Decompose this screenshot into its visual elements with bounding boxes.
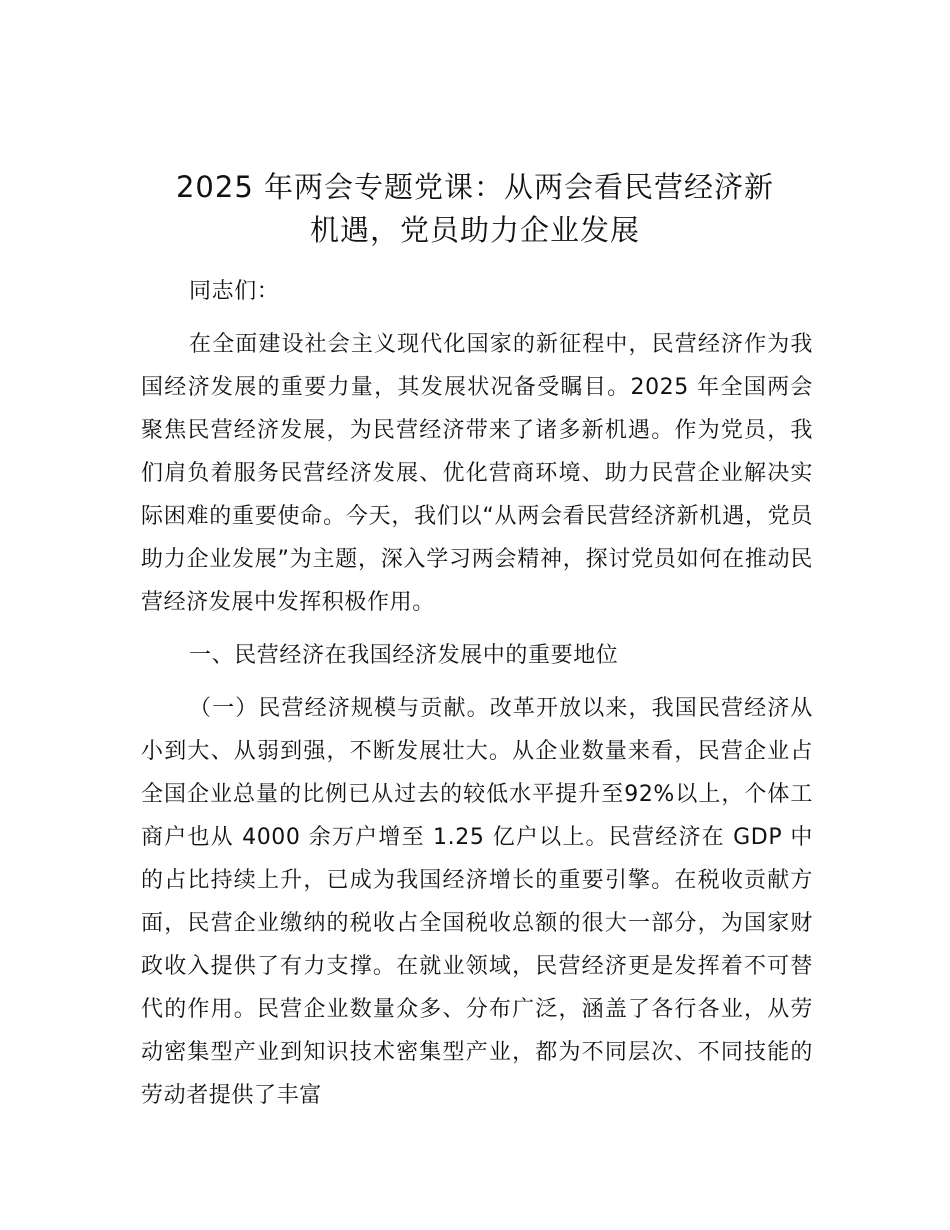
intro-paragraph: 在全面建设社会主义现代化国家的新征程中，民营经济作为我国经济发展的重要力量，其发展状况备受瞩目。2025 年全国两会聚焦民营经济发展，为民营经济带来了诸多新机遇。作为党员，我们肩负着服务民营经济发展、优化营商环境、助力民营企业解决实际困难的重要使命。今天，我们以“从两会看民营经济新机遇，党员助力企业发展”为主题，深入学习两会精神，探讨党员如何在推动民营经济发展中发挥积极作用。 (141, 332, 813, 615)
section-heading: 一、民营经济在我国经济发展中的重要地位 (189, 643, 619, 668)
document-body (141, 270, 813, 1117)
body-paragraph: （一）民营经济规模与贡献。改革开放以来，我国民营经济从小到大、从弱到强，不断发展壮大。从企业数量来看，民营企业占全国企业总量的比例已从过去的较低水平提升至92%以上，个体工商户也从 4000 余万户增至 1.25 亿户以上。民营经济在 GDP 中的占比持续上升，已成为我国经济增长的重要引擎。在税收贡献方面，民营企业缴纳的税收占全国税收总额的很大一部分，为国家财政收入提供了有力支撑。在就业领域，民营经济更是发挥着不可替代的作用。民营企业数量众多、分布广泛，涵盖了各行各业，从劳动密集型产业到知识技术密集型产业，都为不同层次、不同技能的劳动者提供了丰富 (141, 696, 813, 1108)
title-line-1: 2025 年两会专题党课：从两会看民营经济新 (175, 170, 775, 204)
salutation: 同志们： (189, 279, 280, 304)
document-title (130, 166, 820, 252)
title-line-2: 机遇，党员助力企业发展 (309, 213, 640, 247)
